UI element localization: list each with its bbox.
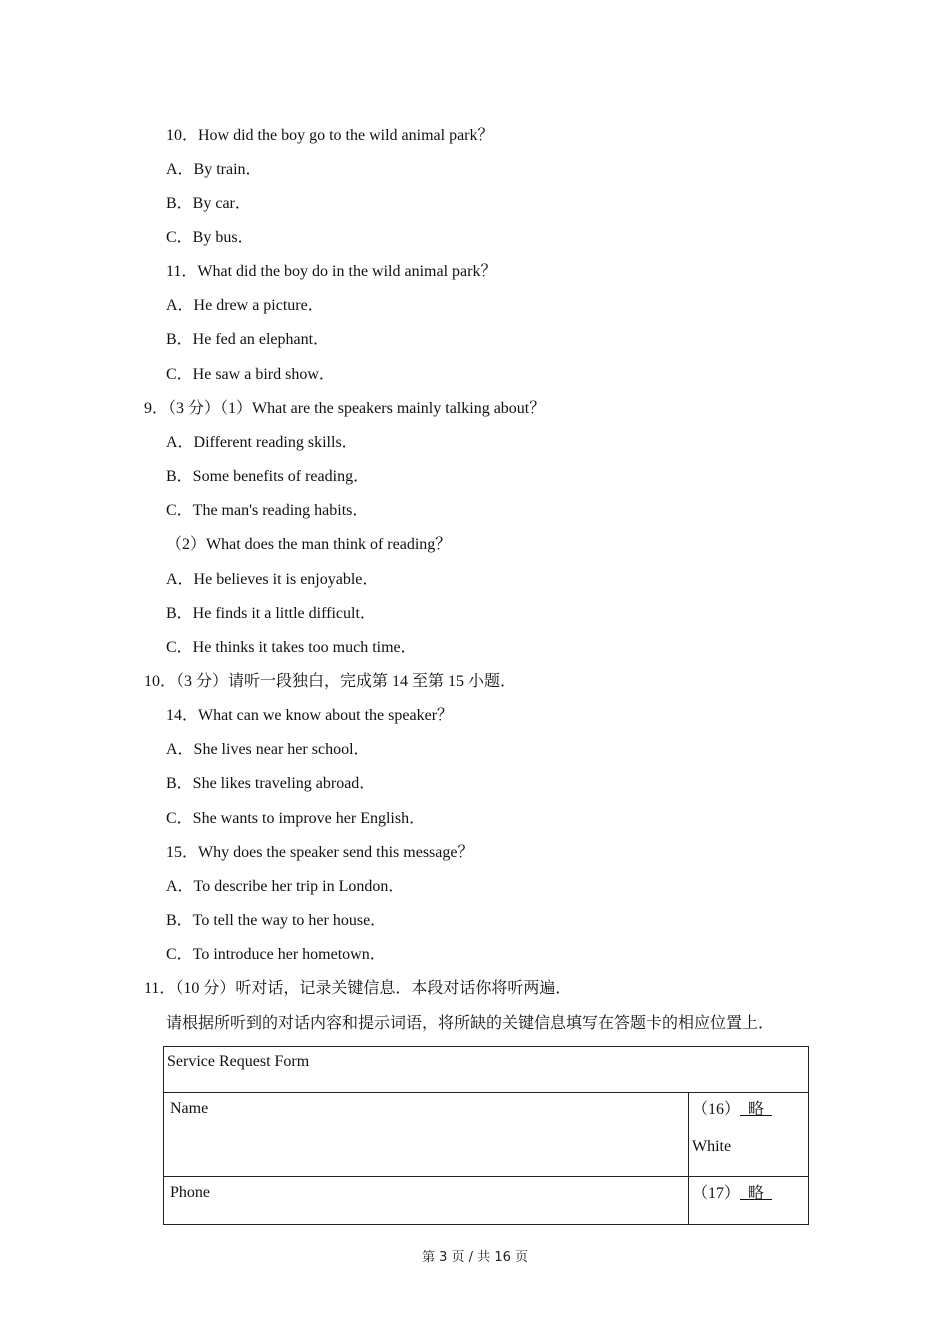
service-request-form <box>163 1046 809 1225</box>
question-9-heading: 9．（3 分）（1）What are the speakers mainly talking about？ <box>144 400 546 417</box>
phone-answer-cell <box>689 1177 809 1225</box>
option-c: C．He saw a bird show． <box>166 366 335 383</box>
option-b: B．Some benefits of reading． <box>166 468 370 485</box>
question-11: 11．What did the boy do in the wild animal park？ <box>166 263 497 280</box>
page-footer: 第 3 页 / 共 16 页 <box>422 1250 528 1265</box>
option-b: B．To tell the way to her house． <box>166 912 387 929</box>
answer-blank-17: 略 <box>740 1185 773 1202</box>
option-a: A．He drew a picture． <box>166 297 324 314</box>
option-c: C．He thinks it takes too much time． <box>166 639 417 656</box>
phone-answer-line <box>692 1184 808 1204</box>
option-a: A．She lives near her school． <box>166 741 370 758</box>
option-b: B．She likes traveling abroad． <box>166 775 376 792</box>
option-b: B．By car． <box>166 195 251 212</box>
option-a: A．Different reading skills． <box>166 434 358 451</box>
question-10: 10．How did the boy go to the wild animal park？ <box>166 127 494 144</box>
answer-number-17: （17） <box>692 1185 741 1202</box>
name-answer-line <box>692 1100 808 1120</box>
name-label: Name <box>164 1093 689 1177</box>
sub-question-2: （2）What does the man think of reading？ <box>166 536 452 553</box>
option-b: B．He finds it a little difficult． <box>166 605 376 622</box>
name-answer-cell <box>689 1093 809 1177</box>
option-a: A．He believes it is enjoyable． <box>166 571 379 588</box>
option-c: C．To introduce her hometown． <box>166 946 386 963</box>
name-value: White <box>692 1138 732 1155</box>
question-10-heading: 10．（3 分）请听一段独白，完成第 14 至第 15 小题． <box>144 673 517 690</box>
option-b: B．He fed an elephant． <box>166 331 330 348</box>
answer-number-16: （16） <box>692 1101 741 1118</box>
option-c: C．She wants to improve her English． <box>166 810 426 827</box>
question-15: 15．Why does the speaker send this message？ <box>166 844 474 861</box>
instruction-text: 请根据所听到的对话内容和提示词语，将所缺的关键信息填写在答题卡的相应位置上． <box>166 1015 775 1032</box>
phone-label: Phone <box>164 1177 689 1225</box>
option-a: A．To describe her trip in London． <box>166 878 405 895</box>
option-c: C．The man's reading habits． <box>166 502 369 519</box>
option-a: A．By train． <box>166 161 262 178</box>
question-11-heading: 11．（10 分）听对话，记录关键信息．本段对话你将听两遍． <box>144 980 572 997</box>
question-14: 14．What can we know about the speaker？ <box>166 707 454 724</box>
option-c: C．By bus． <box>166 229 254 246</box>
answer-blank-16: 略 <box>740 1101 773 1118</box>
form-title: Service Request Form <box>164 1047 809 1093</box>
